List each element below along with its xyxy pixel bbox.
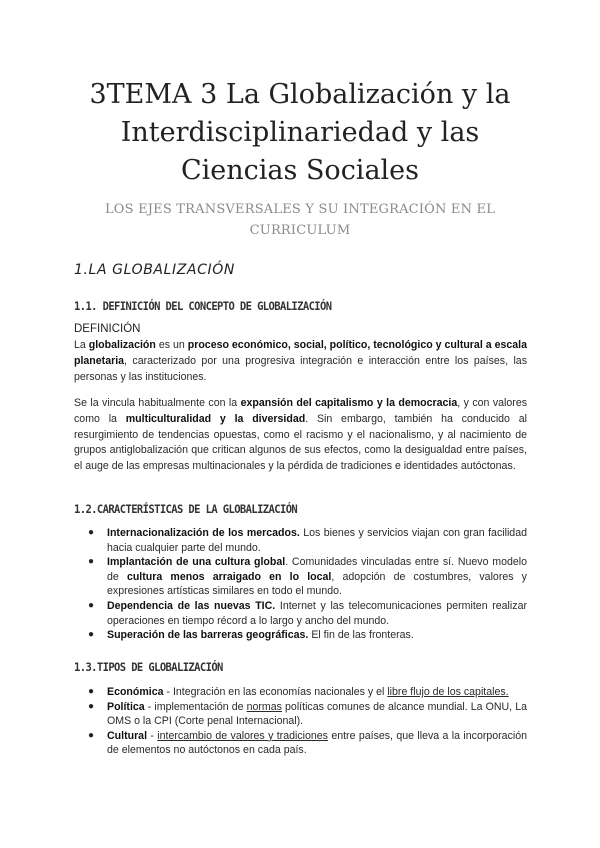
list-item: ● Implantación de una cultura global. Comunidades vinculadas entre sí. Nuevo modelo de cultura menos arraigado en lo local, adopción de costumbres, valores y expresiones artísticas similares en todo el mundo. bbox=[88, 556, 527, 598]
list-item: ● Política - implementación de normas políticas comunes de alcance mundial. La ONU, La OMS o la CPI (Corte penal Internacional). bbox=[88, 700, 527, 728]
section-heading-globalizacion: 1.LA GLOBALIZACIÓN bbox=[74, 262, 235, 278]
context-paragraph: Se la vincula habitualmente con la expansión del capitalismo y la democracia, y con valores como la multiculturalidad y la diversidad. Sin embargo, también ha conducido al resurgimiento de tendencias opuestas, como el racismo y el nacionalismo, y al nacimiento de grupos antiglobalización que critican algunos de sus efectos, como la desigualdad entre países, el auge de las empresas multinacionales y la pérdida de tradiciones e identidades autóctonas. bbox=[74, 397, 528, 473]
list-item: ● Superación de las barreras geográficas. El fin de las fronteras. bbox=[88, 629, 414, 642]
bullet-icon: ● bbox=[88, 599, 95, 611]
subsection-heading-definicion: 1.1. DEFINICIÓN DEL CONCEPTO DE GLOBALIZACIÓN bbox=[74, 300, 332, 314]
definition-paragraph: La globalización es un proceso económico, social, político, tecnológico y cultural a escala planetaria, caracterizado por una progresiva integración e interacción entre los países, las personas y las instituciones. bbox=[74, 339, 527, 383]
list-item: ● Internacionalización de los mercados. Los bienes y servicios viajan con gran facilidad hacia cualquier parte del mundo. bbox=[88, 527, 527, 554]
document-title: 3TEMA 3 La Globalización y la Interdisciplinariedad y las Ciencias Sociales bbox=[89, 79, 511, 186]
list-item: ● Cultural - intercambio de valores y tradiciones entre países, que lleva a la incorporación de elementos no autóctonos en cada país. bbox=[88, 729, 528, 757]
list-item: ● Dependencia de las nuevas TIC. Internet y las telecomunicaciones permiten realizar operaciones en tiempo récord a lo largo y ancho del mundo. bbox=[88, 599, 527, 627]
list-item: ● Económica - Integración en las economías nacionales y el libre flujo de los capitales. bbox=[88, 686, 509, 698]
document-subtitle: LOS EJES TRANSVERSALES Y SU INTEGRACIÓN EN EL CURRICULUM bbox=[104, 202, 496, 238]
definition-label: DEFINICIÓN bbox=[74, 323, 141, 335]
subsection-heading-caracteristicas: 1.2.CARACTERÍSTICAS DE LA GLOBALIZACIÓN bbox=[74, 503, 298, 517]
bullet-icon: ● bbox=[88, 686, 95, 697]
types-list bbox=[74, 685, 527, 758]
bullet-icon: ● bbox=[88, 527, 95, 538]
bullet-icon: ● bbox=[88, 729, 95, 741]
bullet-icon: ● bbox=[88, 556, 95, 568]
bullet-icon: ● bbox=[88, 700, 95, 712]
bullet-icon: ● bbox=[88, 629, 95, 641]
subsection-heading-tipos: 1.3.TIPOS DE GLOBALIZACIÓN bbox=[74, 661, 223, 675]
characteristics-list bbox=[74, 526, 527, 643]
